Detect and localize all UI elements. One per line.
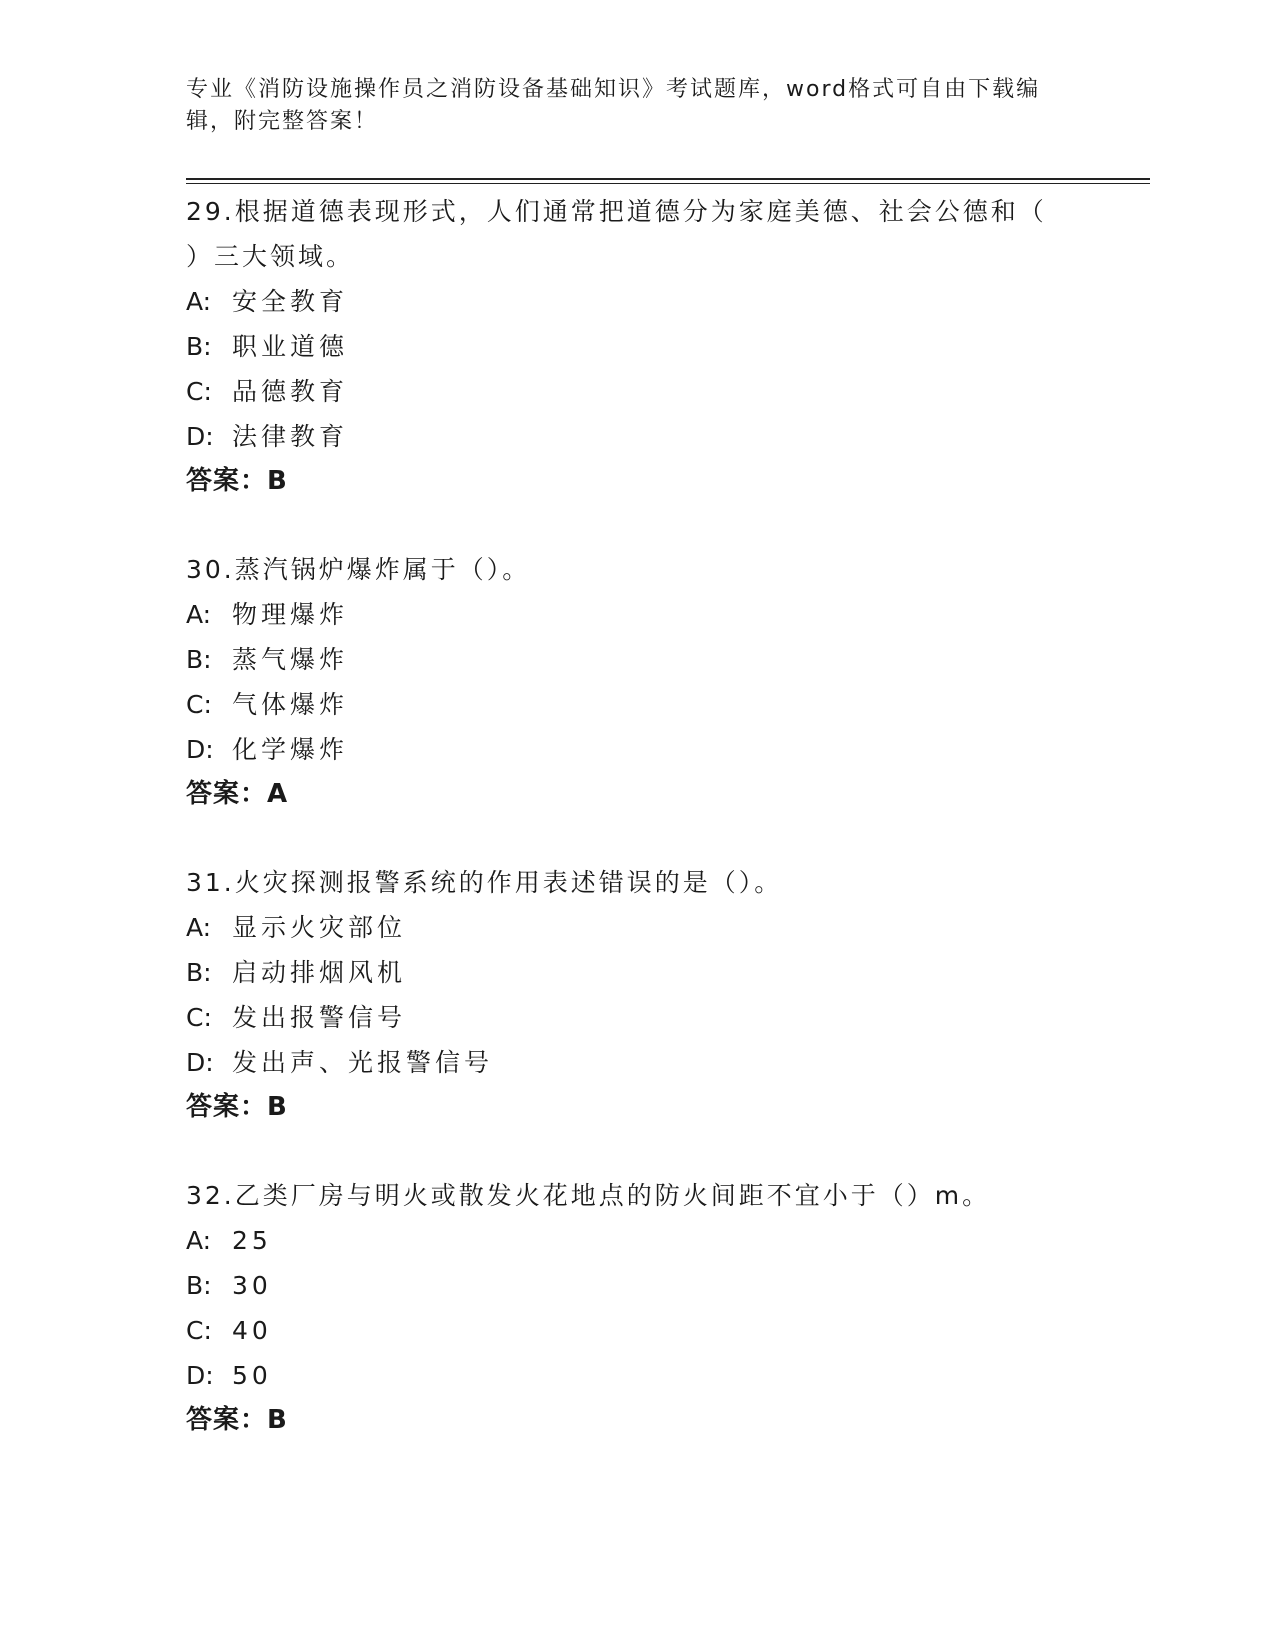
question-spacer	[186, 1130, 1086, 1173]
question-stem: 31.火灾探测报警系统的作用表述错误的是（）。	[186, 868, 783, 897]
option-text: 启动排烟风机	[232, 958, 407, 987]
answer-value: B	[267, 466, 288, 496]
question-30	[186, 547, 1086, 817]
option-a	[186, 1218, 1086, 1263]
answer-line	[186, 1085, 1086, 1130]
option-key: A:	[186, 913, 212, 942]
answer-label: 答案：	[186, 1405, 268, 1435]
question-stem: 32.乙类厂房与明火或散发火花地点的防火间距不宜小于（）m。	[186, 1181, 991, 1210]
option-key: D:	[186, 422, 214, 451]
option-d	[186, 1353, 1086, 1398]
option-text: 气体爆炸	[232, 690, 349, 719]
option-key: B:	[186, 1271, 212, 1300]
option-b	[186, 324, 1086, 369]
option-key: B:	[186, 645, 212, 674]
option-a	[186, 592, 1086, 637]
option-text: 显示火灾部位	[232, 913, 407, 942]
option-key: C:	[186, 1316, 212, 1345]
option-key: D:	[186, 1361, 214, 1390]
option-text: 50	[232, 1361, 272, 1390]
question-32	[186, 1173, 1086, 1443]
option-a	[186, 279, 1086, 324]
option-key: B:	[186, 958, 212, 987]
option-text: 25	[232, 1226, 272, 1255]
option-key: C:	[186, 1003, 212, 1032]
option-key: D:	[186, 1048, 214, 1077]
option-c	[186, 995, 1086, 1040]
question-31	[186, 860, 1086, 1130]
header-divider-thick	[186, 178, 1150, 180]
option-text: 品德教育	[232, 377, 349, 406]
question-spacer	[186, 504, 1086, 547]
option-text: 蒸气爆炸	[232, 645, 349, 674]
option-key: C:	[186, 690, 212, 719]
answer-value: B	[267, 1405, 288, 1435]
option-text: 职业道德	[232, 332, 349, 361]
question-stem: 30.蒸汽锅炉爆炸属于（）。	[186, 555, 531, 584]
option-text: 法律教育	[232, 422, 349, 451]
document-intro: 专业《消防设施操作员之消防设备基础知识》考试题库，word格式可自由下载编辑，附完整答案！	[186, 77, 1041, 134]
option-key: D:	[186, 735, 214, 764]
option-b	[186, 950, 1086, 995]
option-d	[186, 727, 1086, 772]
answer-line	[186, 772, 1086, 817]
option-a	[186, 905, 1086, 950]
option-d	[186, 414, 1086, 459]
option-text: 安全教育	[232, 287, 349, 316]
answer-label: 答案：	[186, 779, 268, 809]
option-text: 30	[232, 1271, 272, 1300]
option-b	[186, 1263, 1086, 1308]
option-key: A:	[186, 287, 212, 316]
option-c	[186, 369, 1086, 414]
option-b	[186, 637, 1086, 682]
option-key: C:	[186, 377, 212, 406]
answer-label: 答案：	[186, 1092, 268, 1122]
option-d	[186, 1040, 1086, 1085]
answer-line	[186, 459, 1086, 504]
question-list	[186, 189, 1086, 1443]
option-text: 物理爆炸	[232, 600, 349, 629]
header-divider-thin	[186, 183, 1150, 184]
option-c	[186, 1308, 1086, 1353]
option-text: 40	[232, 1316, 272, 1345]
option-text: 化学爆炸	[232, 735, 349, 764]
question-spacer	[186, 817, 1086, 860]
answer-label: 答案：	[186, 466, 268, 496]
answer-value: B	[267, 1092, 288, 1122]
option-key: B:	[186, 332, 212, 361]
option-key: A:	[186, 1226, 212, 1255]
option-c	[186, 682, 1086, 727]
question-29	[186, 189, 1086, 504]
option-text: 发出报警信号	[232, 1003, 407, 1032]
question-stem: 29.根据道德表现形式，人们通常把道德分为家庭美德、社会公德和（ ）三大领域。	[186, 197, 1047, 271]
option-key: A:	[186, 600, 212, 629]
answer-line	[186, 1398, 1086, 1443]
option-text: 发出声、光报警信号	[232, 1048, 494, 1077]
answer-value: A	[267, 779, 289, 809]
